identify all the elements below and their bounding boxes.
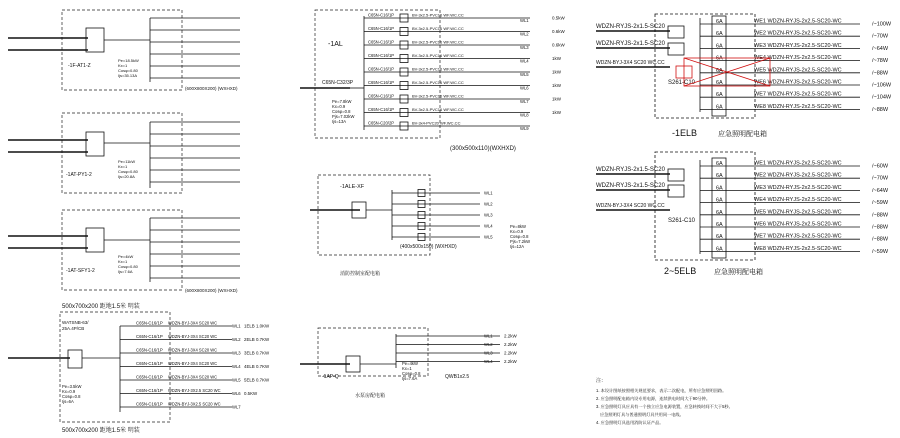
circuit-fuse: 6A [716,197,723,204]
circuit-load: /~78W [872,58,889,65]
left-panel-2 [8,113,240,193]
panel-minus1al-size: (300x500x110)(WXHXD) [450,146,516,152]
circuit-load: 5ELB 0.7KW [244,377,270,383]
circuit-fuse: 6A [716,31,723,38]
circuit-cable: BV-3x4-PVC20 WF.WC.CC [412,120,461,126]
panel-fire-control-label: -1ALE-XF [340,184,365,190]
circuit-load: /~104W [872,94,892,101]
circuit-row [700,185,889,194]
circuit-row [364,13,566,24]
circuit-load: /~70W [872,33,889,40]
circuit-load: /~59W [872,248,889,255]
circuit-number: WL5 [520,72,529,77]
circuit-cable: WDZN-BYJ-3X4 SC20 WC [168,347,218,353]
circuit-number: WL3 [484,350,493,356]
circuit-cable: BV-3x2.5-PVC16 WF.WC.CC [412,12,464,18]
panel-elb-1-controller: S261-C10 [668,80,696,86]
circuit-load: 2.2kW [504,333,517,339]
circuit-row [700,80,892,89]
circuit-cable: WE5 WDZN-RYJS-2x2.5-SC20-WC [754,67,842,74]
panel-minus1al-param-1: Kx=0.9 [332,104,346,109]
left-panel-1 [8,10,240,91]
left-panel-3 [8,210,240,293]
panel-minus1al-param-4: Ijs=13A [332,119,347,124]
circuit-number: WL4 [232,364,241,369]
panel-minus1al-param-2: Cosφ=0.8 [332,109,351,114]
circuit-breaker: C65N-C16/1P [368,53,395,58]
circuit-breaker: C65N-C16/1P [136,374,163,380]
panel-elb-1-input-1: WDZN-RYJS-2x1.5-SC20 [596,41,665,47]
circuit-fuse: 6A [716,173,723,180]
circuit-fuse: 6A [716,19,723,25]
circuit-cable: BV-3x2.5-PVC16 WF.WC.CC [412,39,464,45]
circuit-row [120,388,258,396]
circuit-cable: WE8 WDZN-RYJS-2x2.5-SC20-WC [754,245,842,252]
left-panel-1-label: -1F-AT1-Z [68,63,91,69]
circuit-row [700,19,892,28]
circuit-breaker: C65N-C16/1P [136,361,163,366]
circuit-cable: WDZN-BYJ-3X2.5 SC20 WC [168,388,221,393]
circuit-cable: WDZN-BYJ-3X4 SC20 WC [168,361,218,366]
circuit-load: 0.6kW [552,29,565,34]
circuit-fuse: 6A [716,209,723,216]
panel-1al-param-3: Ijs=6A [62,399,74,404]
panel-pump [300,328,518,399]
circuit-fuse: 6A [716,185,723,192]
circuit-cable: WE4 WDZN-RYJS-2x2.5-SC20-WC [754,197,842,204]
panel-fire-control-param-4: Ijs=12A [510,244,525,249]
circuit-cable: BV-3x2.5-PVC16 WF.WC.CC [412,107,464,112]
notes-line-2: 3. 应急照明灯具应具有一个独立应急电源装置，应急转换时间不大于5秒。 [596,404,733,409]
circuit-cable: BV-3x2.5-PVC16 WF.WC.CC [412,53,464,58]
circuit-breaker: C65N-C16/1P [368,80,395,85]
circuit-load: /~64W [872,45,889,52]
panel-elb-2-input-0: WDZN-RYJS-2x1.5-SC20 [596,167,665,173]
circuit-load: /~88W [872,224,889,231]
circuit-row [392,201,493,208]
circuit-row [700,173,889,182]
notes-title: 注： [596,378,607,384]
circuit-number: WL4 [484,359,493,364]
circuit-fuse: 6A [716,55,723,62]
circuit-cable: BV-3x2.5-PVC16 WF.WC.CC [412,80,464,85]
circuit-number: WL7 [520,99,529,104]
circuit-row [120,375,270,383]
circuit-fuse: 6A [716,234,723,241]
panel-1al-param-1: Kx=0.9 [62,389,76,394]
circuit-number: WL6 [232,391,241,396]
circuit-breaker: C65N-C16/1P [136,388,163,393]
circuit-number: WL1 [520,18,529,23]
circuit-cable: WDZN-BYJ-3X4 SC20 WC [168,334,218,339]
circuit-number: WL1 [484,190,493,196]
panel-pump-param-3: Ijs=7.6A [402,376,418,381]
left-panel-1-param-3: Ijs=35.13A [118,73,138,78]
circuit-breaker: C65N-C16/1P [368,26,395,31]
circuit-fuse: 6A [716,43,723,50]
circuit-row [120,348,270,356]
circuit-number: WL4 [520,58,529,64]
circuit-fuse: 6A [716,104,723,111]
panel-elb-2-subtitle: 应急照明配电箱 [714,269,763,276]
panel-elb-2 [596,152,889,276]
circuit-row [364,107,562,118]
panel-1al-incomer-1: 25A.4P/CB [62,326,85,331]
circuit-row [700,92,892,101]
circuit-row [700,161,889,170]
left-panel-1-param-1: Kx=1 [118,63,128,68]
circuit-row [700,222,889,231]
circuit-load: 1kW [552,110,561,115]
circuit-load: 1ELB 1.0KW [244,323,270,329]
circuit-number: WL2 [232,337,241,342]
panel-elb-1-title: -1ELB [672,128,698,138]
panel-pump-cable-out: QWB1x2.5 [445,374,470,380]
circuit-load: 4ELB 0.7KW [244,364,270,369]
circuit-load: 3ELB 0.7KW [244,350,270,356]
panel-fire-control-param-2: Cosφ=0.8 [510,234,529,239]
circuit-cable: WE7 WDZN-RYJS-2x2.5-SC20-WC [754,233,842,240]
circuit-row [392,212,493,219]
panel-1al-header: 500x700x200 距地1.5米 明装 [62,304,140,310]
circuit-cable: BV-3x2.5-PVC16 WF.WC.CC [412,66,464,72]
circuit-cable: WE5 WDZN-RYJS-2x2.5-SC20-WC [754,209,842,216]
left-panel-stack [8,10,240,293]
circuit-breaker: C65N-C16/1P [368,12,395,18]
circuit-fuse: 6A [716,92,723,99]
circuit-load: /~59W [872,200,889,207]
circuit-load: /~88W [872,106,889,113]
circuit-fuse: 6A [716,161,723,167]
panel-1al-incomer-0: WATSNB-63/ [62,320,89,325]
circuit-cable: WE1 WDZN-RYJS-2x2.5-SC20-WC [754,160,842,167]
circuit-load: 2.2kW [504,342,517,347]
circuit-number: WL1 [232,323,241,329]
panel-fire-control-size: (400x500x150) (WXHXD) [400,244,457,250]
circuit-cable: WE2 WDZN-RYJS-2x2.5-SC20-WC [754,172,842,179]
circuit-load: 1kW [552,96,561,102]
circuit-breaker: C65N-C16/1P [368,66,395,72]
circuit-row [396,334,518,339]
circuit-row [364,40,566,51]
circuit-load: /~100W [872,21,892,28]
circuit-cable: WE6 WDZN-RYJS-2x2.5-SC20-WC [754,79,842,86]
circuit-row [392,234,493,241]
panel-elb-2-controller: S261-C10 [668,218,696,224]
circuit-number: WL9 [520,126,529,131]
left-panel-1-param-2: Cosφ=0.80 [118,68,138,73]
left-panel-2-param-0: Pe=11kW [118,159,136,164]
circuit-number: WL6 [520,85,529,91]
circuit-row [392,190,493,197]
panel-fire-control [310,175,530,277]
notes-line-4: 4. 应急照明灯具选用消防认证产品。 [596,420,664,425]
circuit-breaker: C65N-C16/1P [136,401,163,407]
circuit-breaker: C65N-C16/1P [368,39,395,45]
circuit-breaker: C65N-C16/1P [136,334,163,339]
panel-pump-label: -1AP-Q [322,374,339,380]
left-panel-3-size: (600X800X200) (WXHXD) [185,288,238,293]
circuit-load: 1kW [552,56,561,61]
panel-1al-circuits [120,321,270,410]
circuit-load: 2.2kW [504,359,517,364]
circuit-row [364,67,562,78]
panel-elb-1-input-0: WDZN-RYJS-2x1.5-SC20 [596,24,665,30]
panel-1al [8,302,270,434]
circuit-load: /~60W [872,163,889,170]
circuit-number: WL1 [484,333,493,339]
panel-elb-1-input-2: WDZN-BYJ-3X4 SC20 WC.CC [596,60,665,66]
circuit-cable: WE3 WDZN-RYJS-2x2.5-SC20-WC [754,42,842,49]
circuit-load: 2ELB 0.7KW [244,337,270,342]
circuit-load: 1kW [552,83,561,88]
circuit-cable: WDZN-BYJ-3X4 SC20 WC [168,320,218,326]
left-panel-3-param-1: Kx=1 [118,259,128,264]
left-panel-2-param-3: Ijs=20.8A [118,174,135,179]
circuit-row [120,334,270,342]
panel-minus1al [300,10,566,152]
circuit-number: WL3 [484,212,493,218]
circuit-number: WL3 [520,45,529,50]
panel-elb-2-input-1: WDZN-RYJS-2x1.5-SC20 [596,183,665,189]
circuit-load: /~88W [872,70,889,77]
left-panel-3-param-3: Ijs=7.6A [118,269,133,274]
circuit-load: /~88W [872,236,889,243]
circuit-cable: WDZN-BYJ-3X2.5 SC20 WC [168,401,221,407]
circuit-number: WL5 [232,377,241,383]
circuit-number: WL2 [520,31,529,37]
circuit-row [120,361,270,369]
circuit-fuse: 6A [716,222,723,228]
panel-fire-control-circuits [392,190,493,241]
circuit-breaker: C65N-C20/2P [368,120,395,126]
panel-1al-param-2: Cosφ=0.8 [62,394,81,399]
circuit-breaker: C65N-C16/1P [136,347,163,353]
panel-elb-1-subtitle: 应急照明配电箱 [718,131,767,138]
circuit-row [120,402,241,410]
circuit-number: WL3 [232,350,241,356]
circuit-row [700,31,889,40]
panel-fire-control-caption: 消防控制室配电箱 [340,271,381,277]
panel-elb-2-circuits [700,161,889,255]
panel-pump-param-0: Pe=4kW [402,361,418,366]
panel-elb-2-title: 2~5ELB [664,266,697,276]
panel-pump-param-2: Cosφ=0.8 [402,371,421,376]
circuit-number: WL8 [520,112,529,118]
panel-fire-control-param-3: Pjs=7.2kW [510,239,531,244]
circuit-cable: WE7 WDZN-RYJS-2x2.5-SC20-WC [754,91,842,98]
circuit-fuse: 6A [716,80,723,86]
circuit-breaker: C65N-C16/1P [136,320,163,326]
left-panel-2-param-1: Kx=1 [118,164,128,169]
panel-minus1al-param-3: Pjs=7.02kW [332,114,355,119]
circuit-load: /~64W [872,187,889,194]
left-panel-1-size: (600X800X200) (WXHXD) [185,86,238,91]
panel-fire-control-param-0: Pe=8kW [510,224,526,229]
circuit-cable: WE8 WDZN-RYJS-2x2.5-SC20-WC [754,103,842,110]
circuit-breaker: C65N-C16/1P [368,107,395,112]
circuit-fuse: 6A [716,246,723,253]
circuit-cable: WE2 WDZN-RYJS-2x2.5-SC20-WC [754,30,842,37]
left-panel-2-label: -1AT-PY1-2 [66,172,92,178]
circuit-row [364,94,562,105]
notes-block [596,377,733,426]
circuit-row [700,43,889,52]
panel-1al-param-0: Pe=3.5kW [62,384,82,389]
circuit-load: /~88W [872,212,889,219]
circuit-number: WL7 [232,404,241,410]
circuit-breaker: C65N-C16/1P [368,93,395,99]
circuit-load: 0.5kW [552,15,565,21]
notes-line-0: 1. 本设计图纸按照相关规范要求，表示二次配电，所有应急照明回路。 [596,388,727,393]
circuit-row [700,209,889,218]
circuit-row [120,321,270,329]
circuit-row [364,80,562,91]
left-panel-1-param-0: Pe=18.5kW [118,58,139,63]
left-panel-3-param-2: Cosφ=0.80 [118,264,138,269]
circuit-cable: WE1 WDZN-RYJS-2x2.5-SC20-WC [754,18,842,25]
circuit-fuse: 6A [716,67,723,74]
notes-line-1: 2. 应急照明配电箱内设专用电源，连续供电时间大于90分钟。 [596,396,711,401]
circuit-load: /~70W [872,175,889,182]
circuit-load: 1kW [552,69,561,75]
panel-elb-2-input-2: WDZN-BYJ-3X4 SC20 WC.CC [596,203,665,209]
circuit-load: 0.5KW [244,391,258,396]
circuit-row [396,342,518,347]
panel-pump-circuits [396,334,518,365]
left-panel-3-param-0: Pe=4kW [118,254,134,259]
circuit-cable: WE6 WDZN-RYJS-2x2.5-SC20-WC [754,221,842,228]
circuit-row [392,223,493,230]
left-panel-3-label: -1AT-SFY1-2 [66,268,95,274]
circuit-row [700,55,889,64]
circuit-number: WL2 [484,342,493,347]
panel-elb-1 [596,14,892,138]
notes-line-3: 应急照明灯具与普通照明灯具共用同一电线。 [600,412,684,417]
circuit-cable: BV-3x2.5-PVC16 WF.WC.CC [412,93,464,99]
panel-pump-caption: 水泵房配电箱 [355,393,386,399]
circuit-load: 0.6kW [552,42,565,48]
circuit-row [700,246,889,255]
circuit-number: WL2 [484,201,493,207]
circuit-load: 2.2kW [504,350,517,356]
circuit-row [364,26,566,37]
panel-fire-control-param-1: Kx=0.9 [510,229,524,234]
circuit-load: /~106W [872,82,892,89]
panel-minus1al-label: -1AL [328,41,343,48]
circuit-number: WL5 [484,234,493,240]
circuit-row [364,121,530,132]
circuit-number: WL4 [484,223,493,229]
circuit-cable: WE3 WDZN-RYJS-2x2.5-SC20-WC [754,184,842,191]
panel-elb-1-circuits [700,19,892,113]
circuit-row [700,104,889,113]
panel-minus1al-param-0: Pe=7.8kW [332,99,352,104]
panel-1al-footer: 500x700x200 距地1.5米 明装 [62,428,140,434]
panel-minus1al-circuits [364,13,566,132]
circuit-cable: WDZN-BYJ-3X4 SC20 WC [168,374,218,380]
circuit-row [700,234,889,243]
left-panel-2-param-2: Cosφ=0.80 [118,169,138,174]
panel-pump-param-1: Kx=1 [402,366,412,371]
circuit-row [700,197,889,206]
circuit-cable: WE4 WDZN-RYJS-2x2.5-SC20-WC [754,55,842,62]
panel-minus1al-incomer: C65N-C32/3P [322,80,354,86]
circuit-row [396,351,518,356]
circuit-cable: BV-3x2.5-PVC16 WF.WC.CC [412,26,464,31]
circuit-row [364,53,562,64]
